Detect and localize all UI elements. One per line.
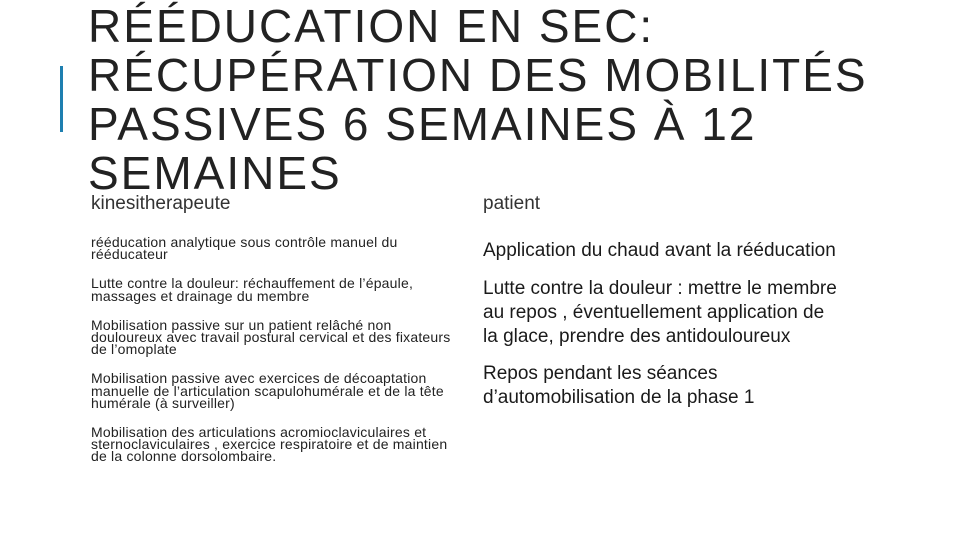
list-item: Lutte contre la douleur : mettre le membre au repos , éventuellement application de la glace, prendre des antidouloureux bbox=[483, 278, 837, 347]
list-item: Mobilisation passive avec exercices de décoaptation manuelle de l’articulation scapulohumérale et de la tête humérale (à surveiller) bbox=[91, 370, 444, 411]
kinesitherapeute-list bbox=[91, 236, 453, 479]
slide-title: RÉÉDUCATION EN SEC: RÉCUPÉRATION DES MOBILITÉS PASSIVES 6 SEMAINES À 12 SEMAINES bbox=[88, 0, 868, 199]
right-column-heading: patient bbox=[483, 193, 541, 214]
list-item: Application du chaud avant la rééducation bbox=[483, 240, 836, 261]
list-item: Repos pendant les séances d’automobilisation de la phase 1 bbox=[483, 363, 755, 408]
list-item: rééducation analytique sous contrôle manuel du rééducateur bbox=[91, 234, 398, 263]
patient-list bbox=[483, 239, 843, 423]
left-column-heading: kinesitherapeute bbox=[91, 193, 231, 214]
list-item: Mobilisation passive sur un patient relâché non douloureux avec travail postural cervical et des fixateurs de l’omoplate bbox=[91, 316, 451, 358]
list-item: Lutte contre la douleur: réchauffement de l’épaule, massages et drainage du membre bbox=[91, 275, 414, 304]
list-item: Mobilisation des articulations acromioclaviculaires et sternoclaviculaires , exercice respiratoire et de maintien de la colonne dorsolombaire. bbox=[91, 424, 448, 465]
title-accent-bar bbox=[60, 66, 63, 132]
